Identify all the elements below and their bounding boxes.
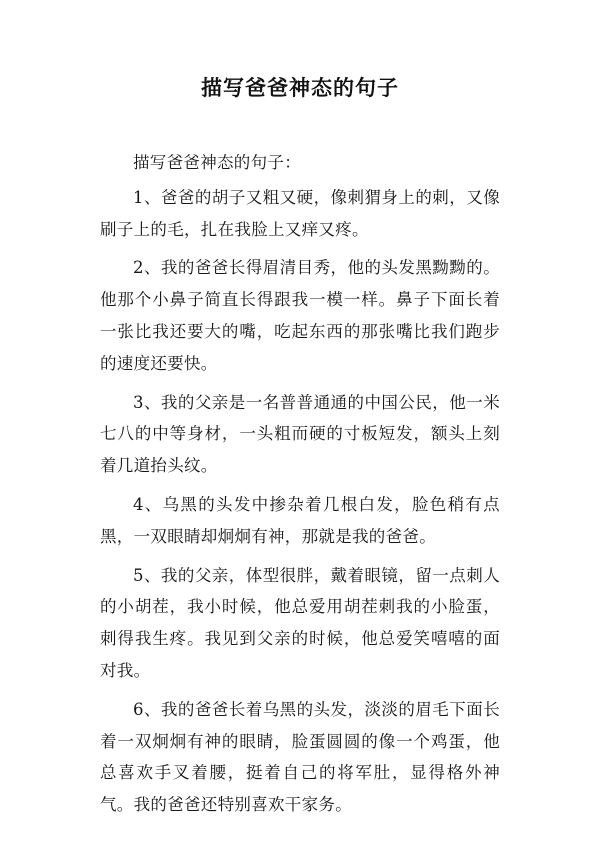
page-title: 描写爸爸神态的句子 <box>201 76 399 100</box>
paragraph-4: 4、乌黑的头发中掺杂着几根白发，脸色稍有点黑，一双眼睛却炯炯有神，那就是我的爸爸。 <box>100 494 500 546</box>
document-body <box>100 147 500 828</box>
paragraph-1: 1、爸爸的胡子又粗又硬，像刺猬身上的刺，又像刷子上的毛，扎在我脸上又痒又疼。 <box>100 187 500 239</box>
paragraph-5: 5、我的父亲，体型很胖，戴着眼镜，留一点刺人的小胡茬，我小时候，他总爱用胡茬刺我的小脸蛋，刺得我生疼。我见到父亲的时候，他总爱笑嘻嘻的面对我。 <box>100 565 500 680</box>
intro-line: 描写爸爸神态的句子： <box>133 153 301 172</box>
paragraph-2: 2、我的爸爸长得眉清目秀，他的头发黑黝黝的。他那个小鼻子简直长得跟我一模一样。鼻子下面长着一张比我还要大的嘴，吃起东西的那张嘴比我们跑步的速度还要快。 <box>100 258 500 373</box>
paragraph-6: 6、我的爸爸长着乌黑的头发，淡淡的眉毛下面长着一双炯炯有神的眼睛，脸蛋圆圆的像一个鸡蛋，他总喜欢手叉着腰，挺着自己的将军肚，显得格外神气。我的爸爸还特别喜欢干家务。 <box>100 699 500 815</box>
paragraph-3: 3、我的父亲是一名普普通通的中国公民，他一米七八的中等身材，一头粗而硬的寸板短发，额头上刻着几道抬头纹。 <box>100 392 500 476</box>
